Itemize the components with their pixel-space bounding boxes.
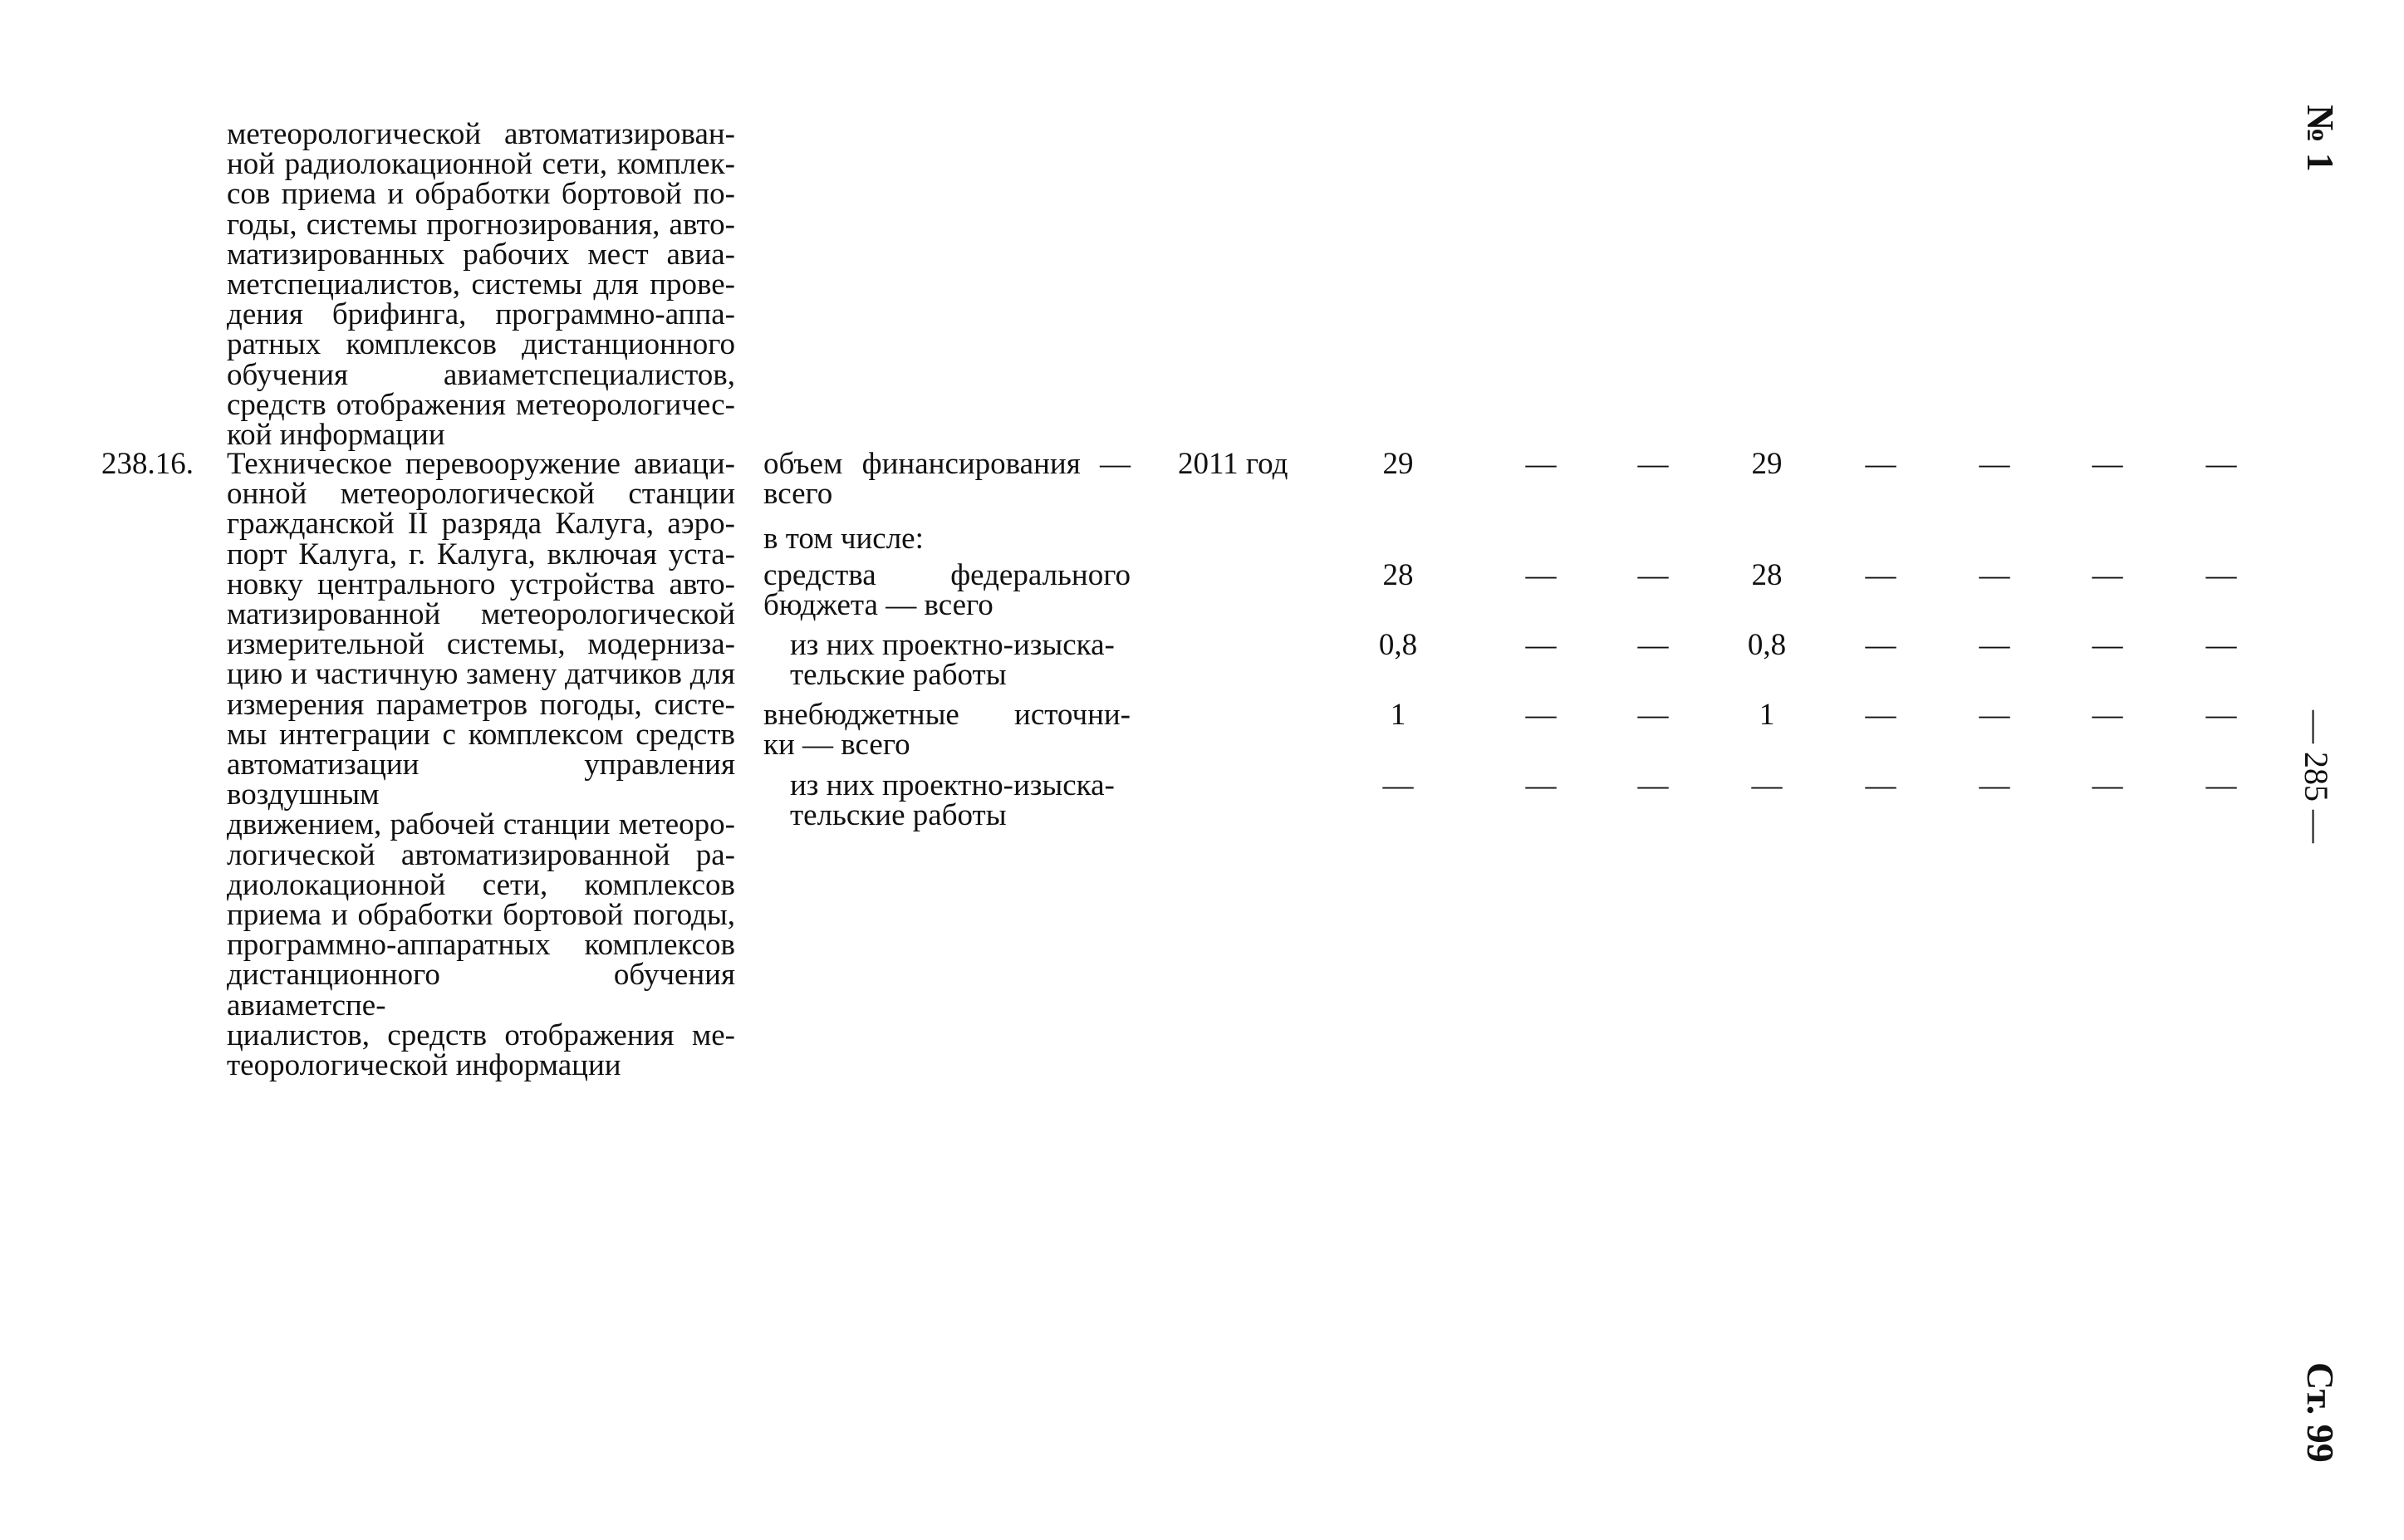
- text-line: приема и обработки бортовой погоды,: [227, 898, 735, 933]
- funding-label-extrabudgetary: [763, 698, 1131, 763]
- value-cell: —: [1525, 447, 1557, 481]
- value-cell: —: [1979, 447, 2010, 481]
- text-line: автоматизации управления воздушным: [227, 748, 735, 812]
- value-cell: 28: [1382, 558, 1414, 592]
- text-line: логической автоматизированной ра-: [227, 837, 735, 872]
- text-line: дистанционного обучения авиаметспе-: [227, 958, 735, 1023]
- value-cell: —: [1637, 447, 1669, 481]
- value-cell: —: [1525, 628, 1557, 662]
- text-line: матизированных рабочих мест авиа-: [227, 237, 735, 272]
- year-cell: 2011 год: [1178, 447, 1288, 481]
- value-cell: —: [1979, 768, 2010, 802]
- funding-label-federal-research: [763, 628, 1131, 693]
- funding-label-extrabudgetary-research: [763, 768, 1131, 833]
- value-cell: —: [1525, 558, 1557, 592]
- value-cell: 1: [1390, 698, 1406, 732]
- value-cell: —: [2205, 558, 2237, 592]
- text-line: годы, системы прогнозирования, авто-: [227, 207, 735, 242]
- text-line: цию и частичную замену датчиков для: [227, 657, 735, 692]
- value-cell: —: [1865, 558, 1896, 592]
- value-cell: —: [2205, 768, 2237, 802]
- value-cell: —: [2092, 698, 2123, 732]
- value-cell: —: [1865, 768, 1896, 802]
- text-line: новку центрального устройства авто-: [227, 566, 735, 601]
- text-line: обучения авиаметспециалистов,: [227, 357, 735, 392]
- value-cell: —: [2205, 447, 2237, 481]
- text-line: порт Калуга, г. Калуга, включая уста-: [227, 537, 735, 571]
- page-number: — 285 —: [2298, 710, 2335, 843]
- value-cell: 1: [1759, 698, 1775, 732]
- value-cell: —: [1865, 698, 1896, 732]
- continuation-text: [227, 117, 735, 453]
- entry-description: [227, 449, 735, 1081]
- value-cell: —: [2092, 768, 2123, 802]
- text-line: тельские работы: [790, 798, 1007, 833]
- value-cell: —: [2092, 447, 2123, 481]
- value-cell: —: [1637, 768, 1669, 802]
- text-line: ной радиолокационной сети, комплек-: [227, 147, 735, 182]
- text-line: всего: [763, 477, 833, 512]
- text-line: внебюджетные источни-: [763, 698, 1131, 732]
- value-cell: —: [1382, 768, 1414, 802]
- text-line: циалистов, средств отображения ме-: [227, 1018, 735, 1052]
- value-cell: 0,8: [1747, 628, 1787, 662]
- text-line: метспециалистов, системы для прове-: [227, 267, 735, 302]
- value-cell: —: [1525, 698, 1557, 732]
- text-line: сов приема и обработки бортовой по-: [227, 177, 735, 212]
- funding-label-including: [763, 524, 1131, 554]
- text-line: онной метеорологической станции: [227, 477, 735, 512]
- value-cell: —: [1865, 447, 1896, 481]
- text-line: средств отображения метеорологичес-: [227, 387, 735, 422]
- text-line: объем финансирования —: [763, 447, 1131, 481]
- value-cell: —: [2092, 558, 2123, 592]
- text-line: теорологической информации: [227, 1048, 621, 1083]
- text-line: в том числе:: [763, 522, 924, 556]
- text-line: метеорологической автоматизирован-: [227, 117, 735, 151]
- text-line: из них проектно-изыска-: [790, 628, 1115, 662]
- text-line: средства федерального: [763, 558, 1131, 592]
- value-cell: 29: [1382, 447, 1414, 481]
- text-line: бюджета — всего: [763, 588, 993, 623]
- value-cell: —: [1979, 628, 2010, 662]
- issue-number: № 1: [2299, 105, 2342, 172]
- text-line: гражданской II разряда Калуга, аэро-: [227, 507, 735, 542]
- value-cell: —: [1979, 698, 2010, 732]
- value-cell: —: [2205, 698, 2237, 732]
- value-cell: —: [2092, 628, 2123, 662]
- text-line: движением, рабочей станции метеоро-: [227, 807, 735, 842]
- value-cell: —: [1637, 628, 1669, 662]
- text-line: измерительной системы, модерниза-: [227, 627, 735, 662]
- value-cell: —: [1637, 558, 1669, 592]
- value-cell: —: [1637, 698, 1669, 732]
- value-cell: —: [1525, 768, 1557, 802]
- text-line: дения брифинга, программно-аппа-: [227, 297, 735, 332]
- value-cell: —: [1751, 768, 1783, 802]
- value-cell: —: [1979, 558, 2010, 592]
- value-cell: 29: [1751, 447, 1783, 481]
- text-line: ратных комплексов дистанционного: [227, 327, 735, 362]
- value-cell: 28: [1751, 558, 1783, 592]
- text-line: матизированной метеорологической: [227, 597, 735, 632]
- text-line: измерения параметров погоды, систе-: [227, 687, 735, 722]
- funding-label-total: [763, 447, 1131, 512]
- text-line: тельские работы: [790, 658, 1007, 693]
- value-cell: 0,8: [1378, 628, 1418, 662]
- text-line: диолокационной сети, комплексов: [227, 867, 735, 902]
- funding-label-federal: [763, 558, 1131, 623]
- text-line: из них проектно-изыска-: [790, 768, 1115, 802]
- text-line: мы интеграции с комплексом средств: [227, 717, 735, 752]
- text-line: программно-аппаратных комплексов: [227, 928, 735, 963]
- value-cell: —: [2205, 628, 2237, 662]
- text-line: Техническое перевооружение авиаци-: [227, 447, 735, 481]
- text-line: ки — всего: [763, 728, 910, 763]
- value-cell: —: [1865, 628, 1896, 662]
- article-number: Ст. 99: [2299, 1362, 2342, 1463]
- entry-number: 238.16.: [101, 447, 194, 481]
- text-line: кой информации: [227, 418, 445, 453]
